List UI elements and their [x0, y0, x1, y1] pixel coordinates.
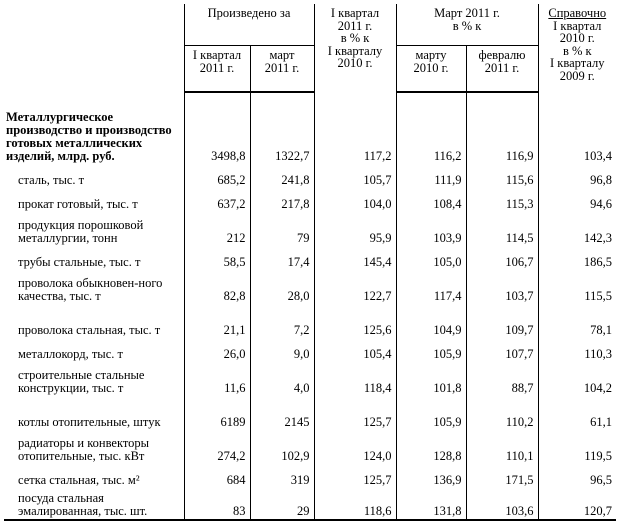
table-row	[4, 396, 616, 430]
row-value: 125,7	[314, 396, 396, 430]
row-label: трубы стальные, тыс. т	[18, 255, 141, 269]
row-label: проволока стальная, тыс. т	[18, 323, 161, 337]
row-value: 115,6	[466, 164, 538, 188]
row-label: Металлургическое производство и производство готовых металлических изделий, млрд. руб.	[6, 110, 172, 163]
row-value: 29	[250, 488, 314, 520]
row-value: 26,0	[184, 338, 250, 362]
row-value: 58,5	[184, 246, 250, 270]
row-label: продукция порошковой металлургии, тонн	[18, 218, 144, 245]
row-value: 212	[184, 212, 250, 246]
row-value: 101,8	[396, 362, 466, 396]
header-sub-march-2011-text: март 2011 г.	[264, 48, 300, 75]
row-value: 2145	[250, 396, 314, 430]
row-value: 241,8	[250, 164, 314, 188]
row-value: 274,2	[184, 430, 250, 464]
row-value: 106,7	[466, 246, 538, 270]
row-value: 103,9	[396, 212, 466, 246]
row-value: 108,4	[396, 188, 466, 212]
header-reference-title: Справочно	[548, 6, 607, 20]
row-value: 103,7	[466, 270, 538, 304]
row-value: 3498,8	[184, 92, 250, 164]
row-value: 96,5	[538, 464, 616, 488]
row-value: 104,9	[396, 304, 466, 338]
table-row	[4, 304, 616, 338]
row-value: 78,1	[538, 304, 616, 338]
header-q1-pct-text: I квартал 2011 г. в % к I кварталу 2010 г.	[327, 6, 383, 70]
header-reference	[538, 4, 616, 92]
row-value: 114,5	[466, 212, 538, 246]
row-value: 96,8	[538, 164, 616, 188]
row-value: 115,5	[538, 270, 616, 304]
row-value: 105,4	[314, 338, 396, 362]
row-value: 110,3	[538, 338, 616, 362]
table-row	[4, 464, 616, 488]
table-row	[4, 92, 616, 164]
row-value: 131,8	[396, 488, 466, 520]
row-label: прокат готовый, тыс. т	[18, 197, 138, 211]
row-value: 4,0	[250, 362, 314, 396]
row-label: сталь, тыс. т	[18, 173, 85, 187]
row-value: 103,4	[538, 92, 616, 164]
row-value: 685,2	[184, 164, 250, 188]
table-row	[4, 362, 616, 396]
table-row	[4, 164, 616, 188]
header-sub-q1-2011	[184, 46, 250, 93]
row-value: 83	[184, 488, 250, 520]
row-value: 119,5	[538, 430, 616, 464]
row-value: 118,6	[314, 488, 396, 520]
metallurgy-production-table	[4, 4, 616, 521]
header-q1-pct	[314, 4, 396, 92]
row-value: 118,4	[314, 362, 396, 396]
header-reference-sub: I квартал 2010 г. в % к I кварталу 2009 г.	[550, 18, 605, 83]
header-empty-cell	[4, 4, 184, 92]
row-label: сетка стальная, тыс. м²	[18, 473, 140, 487]
row-value: 11,6	[184, 362, 250, 396]
row-value: 107,7	[466, 338, 538, 362]
header-sub-feb-2011	[466, 46, 538, 93]
row-value: 105,9	[396, 396, 466, 430]
row-label: посуда стальная эмалированная, тыс. шт.	[4, 488, 184, 520]
table-row	[4, 488, 616, 520]
row-value: 145,4	[314, 246, 396, 270]
row-value: 116,9	[466, 92, 538, 164]
row-value: 124,0	[314, 430, 396, 464]
header-sub-march-2010-text: марту 2010 г.	[413, 48, 449, 75]
row-value: 109,7	[466, 304, 538, 338]
row-value: 1322,7	[250, 92, 314, 164]
row-label: котлы отопительные, штук	[18, 415, 161, 429]
row-value: 95,9	[314, 212, 396, 246]
table-row	[4, 188, 616, 212]
row-value: 88,7	[466, 362, 538, 396]
row-value: 61,1	[538, 396, 616, 430]
row-value: 21,1	[184, 304, 250, 338]
row-label: строительные стальные конструкции, тыс. т	[18, 368, 145, 395]
row-value: 17,4	[250, 246, 314, 270]
row-value: 7,2	[250, 304, 314, 338]
table-row	[4, 246, 616, 270]
row-value: 117,2	[314, 92, 396, 164]
table-row	[4, 430, 616, 464]
row-value: 117,4	[396, 270, 466, 304]
row-value: 82,8	[184, 270, 250, 304]
table-row	[4, 270, 616, 304]
row-value: 6189	[184, 396, 250, 430]
header-sub-q1-2011-text: I квартал 2011 г.	[192, 48, 242, 75]
row-value: 120,7	[538, 488, 616, 520]
row-value: 684	[184, 464, 250, 488]
row-value: 105,9	[396, 338, 466, 362]
row-label: проволока обыкновен-ного качества, тыс. т	[18, 276, 163, 303]
row-value: 104,2	[538, 362, 616, 396]
row-value: 122,7	[314, 270, 396, 304]
row-value: 142,3	[538, 212, 616, 246]
row-value: 319	[250, 464, 314, 488]
header-march-pct	[396, 4, 538, 46]
row-value: 637,2	[184, 188, 250, 212]
table-row	[4, 338, 616, 362]
row-value: 79	[250, 212, 314, 246]
row-label: металлокорд, тыс. т	[18, 347, 123, 361]
table-body	[4, 92, 616, 520]
row-value: 125,6	[314, 304, 396, 338]
row-value: 116,2	[396, 92, 466, 164]
row-value: 111,9	[396, 164, 466, 188]
row-value: 171,5	[466, 464, 538, 488]
header-sub-march-2011	[250, 46, 314, 93]
row-value: 125,7	[314, 464, 396, 488]
row-value: 105,7	[314, 164, 396, 188]
row-value: 136,9	[396, 464, 466, 488]
header-produced: Произведено за	[184, 4, 314, 46]
row-value: 217,8	[250, 188, 314, 212]
row-value: 94,6	[538, 188, 616, 212]
row-value: 102,9	[250, 430, 314, 464]
header-march-pct-text: Март 2011 г. в % к	[434, 6, 500, 33]
header-sub-march-2010	[396, 46, 466, 93]
row-value: 105,0	[396, 246, 466, 270]
row-value: 110,2	[466, 396, 538, 430]
row-value: 115,3	[466, 188, 538, 212]
row-label: радиаторы и конвекторы отопительные, тыс. кВт	[18, 436, 150, 463]
row-value: 128,8	[396, 430, 466, 464]
header-sub-feb-2011-text: февралю 2011 г.	[478, 48, 526, 75]
row-value: 9,0	[250, 338, 314, 362]
row-value: 28,0	[250, 270, 314, 304]
row-value: 103,6	[466, 488, 538, 520]
row-value: 104,0	[314, 188, 396, 212]
row-value: 110,1	[466, 430, 538, 464]
table-row	[4, 212, 616, 246]
row-value: 186,5	[538, 246, 616, 270]
